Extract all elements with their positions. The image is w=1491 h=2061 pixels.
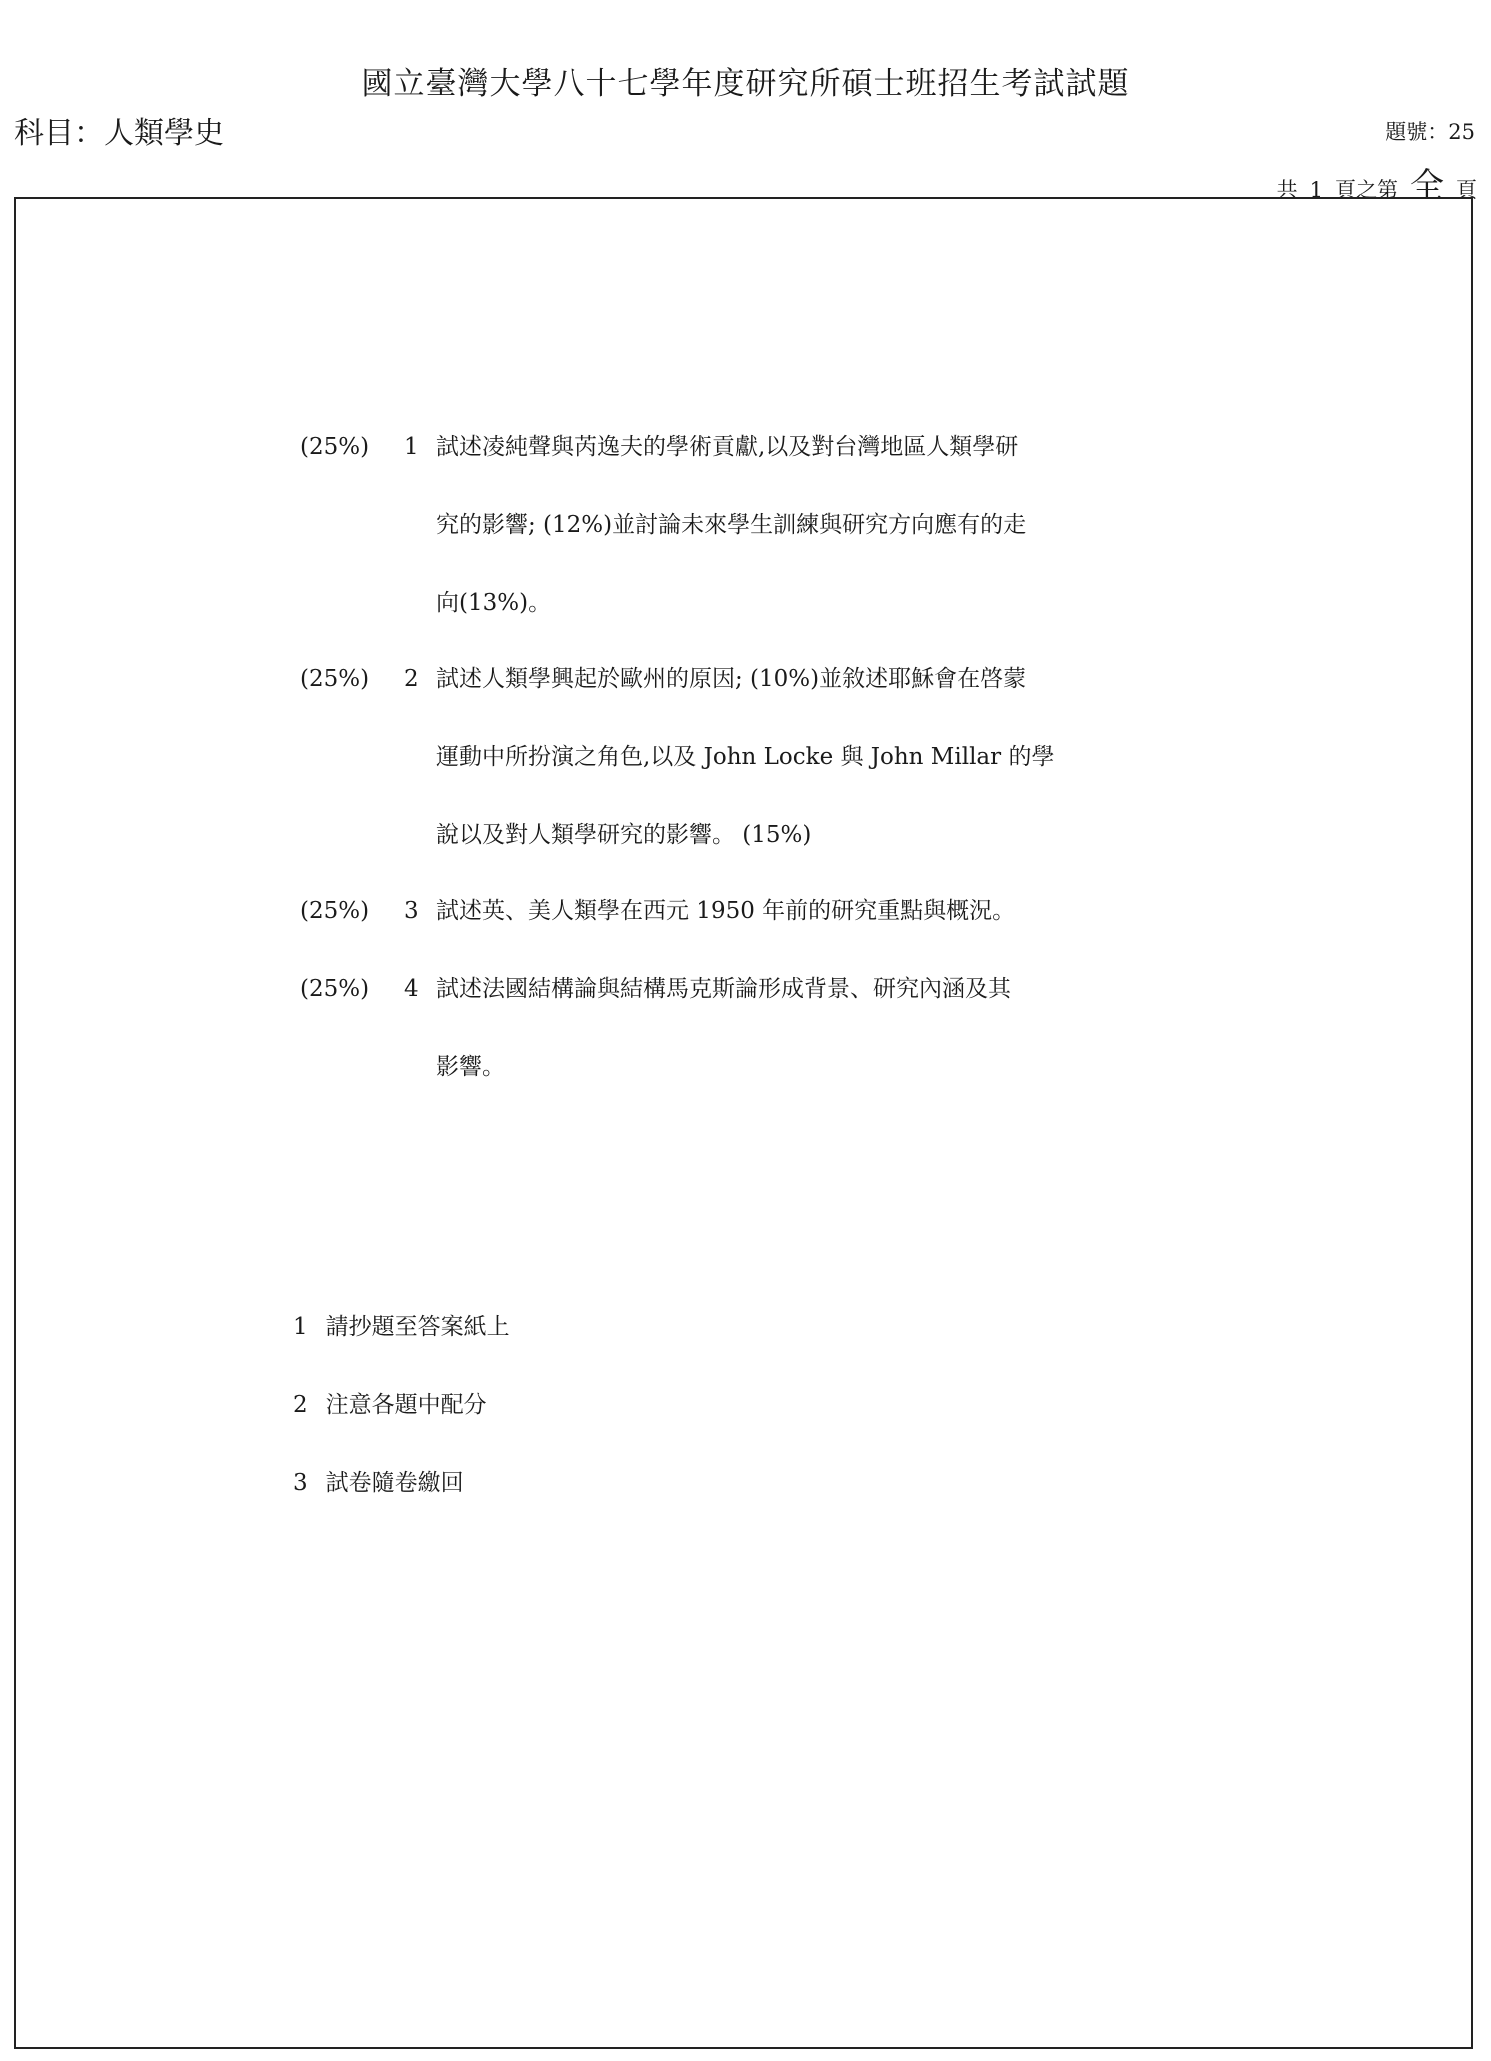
exam-notes (293, 1288, 510, 1522)
question-line: 試述法國結構論與結構馬克斯論形成背景、研究內涵及其 (436, 976, 1011, 1002)
question-line: 究的影響; (12%)並討論未來學生訓練與研究方向應有的走 (436, 512, 1027, 538)
pages-total-prefix: 共 (1276, 178, 1298, 202)
note-number: 1 (293, 1314, 308, 1340)
question-number: 題號：25 (1385, 120, 1475, 144)
question-percent: (25%) (300, 898, 370, 924)
note-item (293, 1366, 510, 1444)
note-number: 2 (293, 1392, 308, 1418)
question-line: 試述凌純聲與芮逸夫的學術貢獻,以及對台灣地區人類學研 (436, 434, 1019, 460)
question-num: 1 (404, 434, 419, 460)
note-text: 試卷隨卷繳回 (325, 1470, 464, 1496)
question-num: 4 (404, 976, 419, 1002)
question-line: 運動中所扮演之角色,以及 John Locke 與 John Millar 的學 (436, 744, 1055, 770)
pages-suffix: 頁 (1456, 178, 1477, 202)
question-line: 試述人類學興起於歐州的原因; (10%)並敘述耶穌會在啓蒙 (436, 666, 1027, 692)
question-text (436, 872, 1196, 950)
question-num: 3 (404, 898, 419, 924)
pages-mid: 頁之第 (1335, 178, 1398, 202)
note-item (293, 1444, 510, 1522)
question-text (436, 408, 1196, 642)
question-percent: (25%) (300, 434, 370, 460)
note-number: 3 (293, 1470, 308, 1496)
question-text (436, 640, 1196, 874)
pages-current: 全 (1410, 166, 1444, 206)
question-percent: (25%) (300, 666, 370, 692)
question-line: 試述英、美人類學在西元 1950 年前的研究重點與概況。 (436, 898, 1016, 924)
question-text (436, 950, 1196, 1106)
question-num: 2 (404, 666, 419, 692)
note-text: 注意各題中配分 (325, 1392, 487, 1418)
question-line: 向(13%)。 (436, 590, 552, 616)
question-line: 說以及對人類學研究的影響。 (15%) (436, 822, 812, 848)
question-line: 影響。 (436, 1054, 505, 1080)
exam-subject: 科目：人類學史 (14, 116, 224, 151)
question-percent: (25%) (300, 976, 370, 1002)
note-text: 請抄題至答案紙上 (325, 1314, 510, 1340)
exam-title: 國立臺灣大學八十七學年度研究所碩士班招生考試試題 (361, 66, 1130, 102)
note-item (293, 1288, 510, 1366)
pages-total: 1 (1309, 178, 1323, 202)
